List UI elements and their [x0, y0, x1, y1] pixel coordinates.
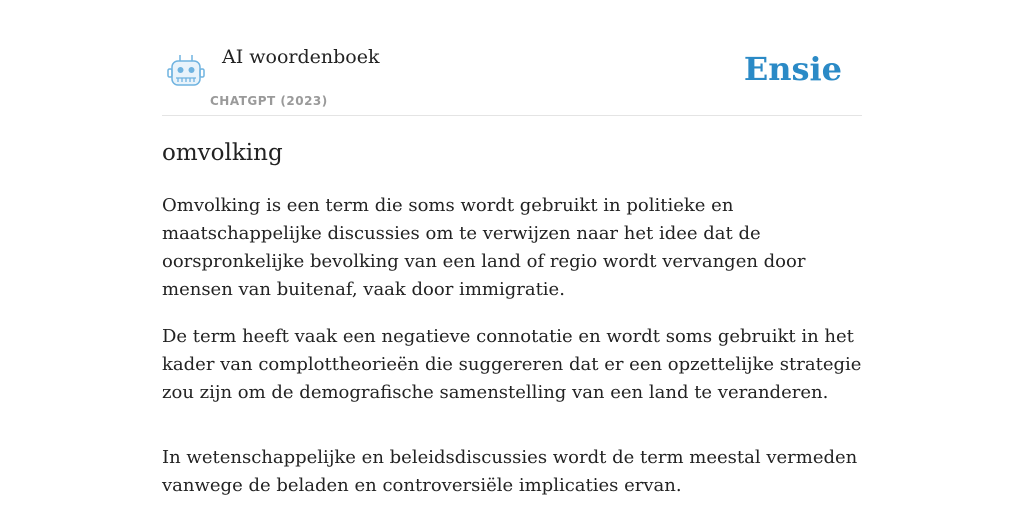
definition-paragraph: De term heeft vaak een negatieve connotatie en wordt soms gebruikt in het kader van complottheorieën die suggereren dat er een opzettelijke strategie zou zijn om de demografische samenstelling van een land te veranderen.: [162, 326, 862, 403]
robot-icon: [166, 52, 206, 88]
dictionary-title[interactable]: AI woordenboek: [222, 46, 380, 68]
dictionary-header: [162, 40, 862, 116]
entry-term: omvolking: [162, 140, 283, 166]
dictionary-source: CHATGPT (2023): [210, 94, 328, 108]
definition-paragraph: Omvolking is een term die soms wordt gebruikt in politieke en maatschappelijke discussies om te verwijzen naar het idee dat de oorspronkelijke bevolking van een land of regio wordt vervangen door mensen van buitenaf, vaak door immigratie.: [162, 195, 806, 300]
entry-definition: [162, 192, 862, 512]
brand-logo[interactable]: Ensie: [743, 50, 842, 88]
definition-paragraph: In wetenschappelijke en beleidsdiscussies wordt de term meestal vermeden vanwege de beladen en controversiële implicaties ervan.: [162, 447, 858, 496]
